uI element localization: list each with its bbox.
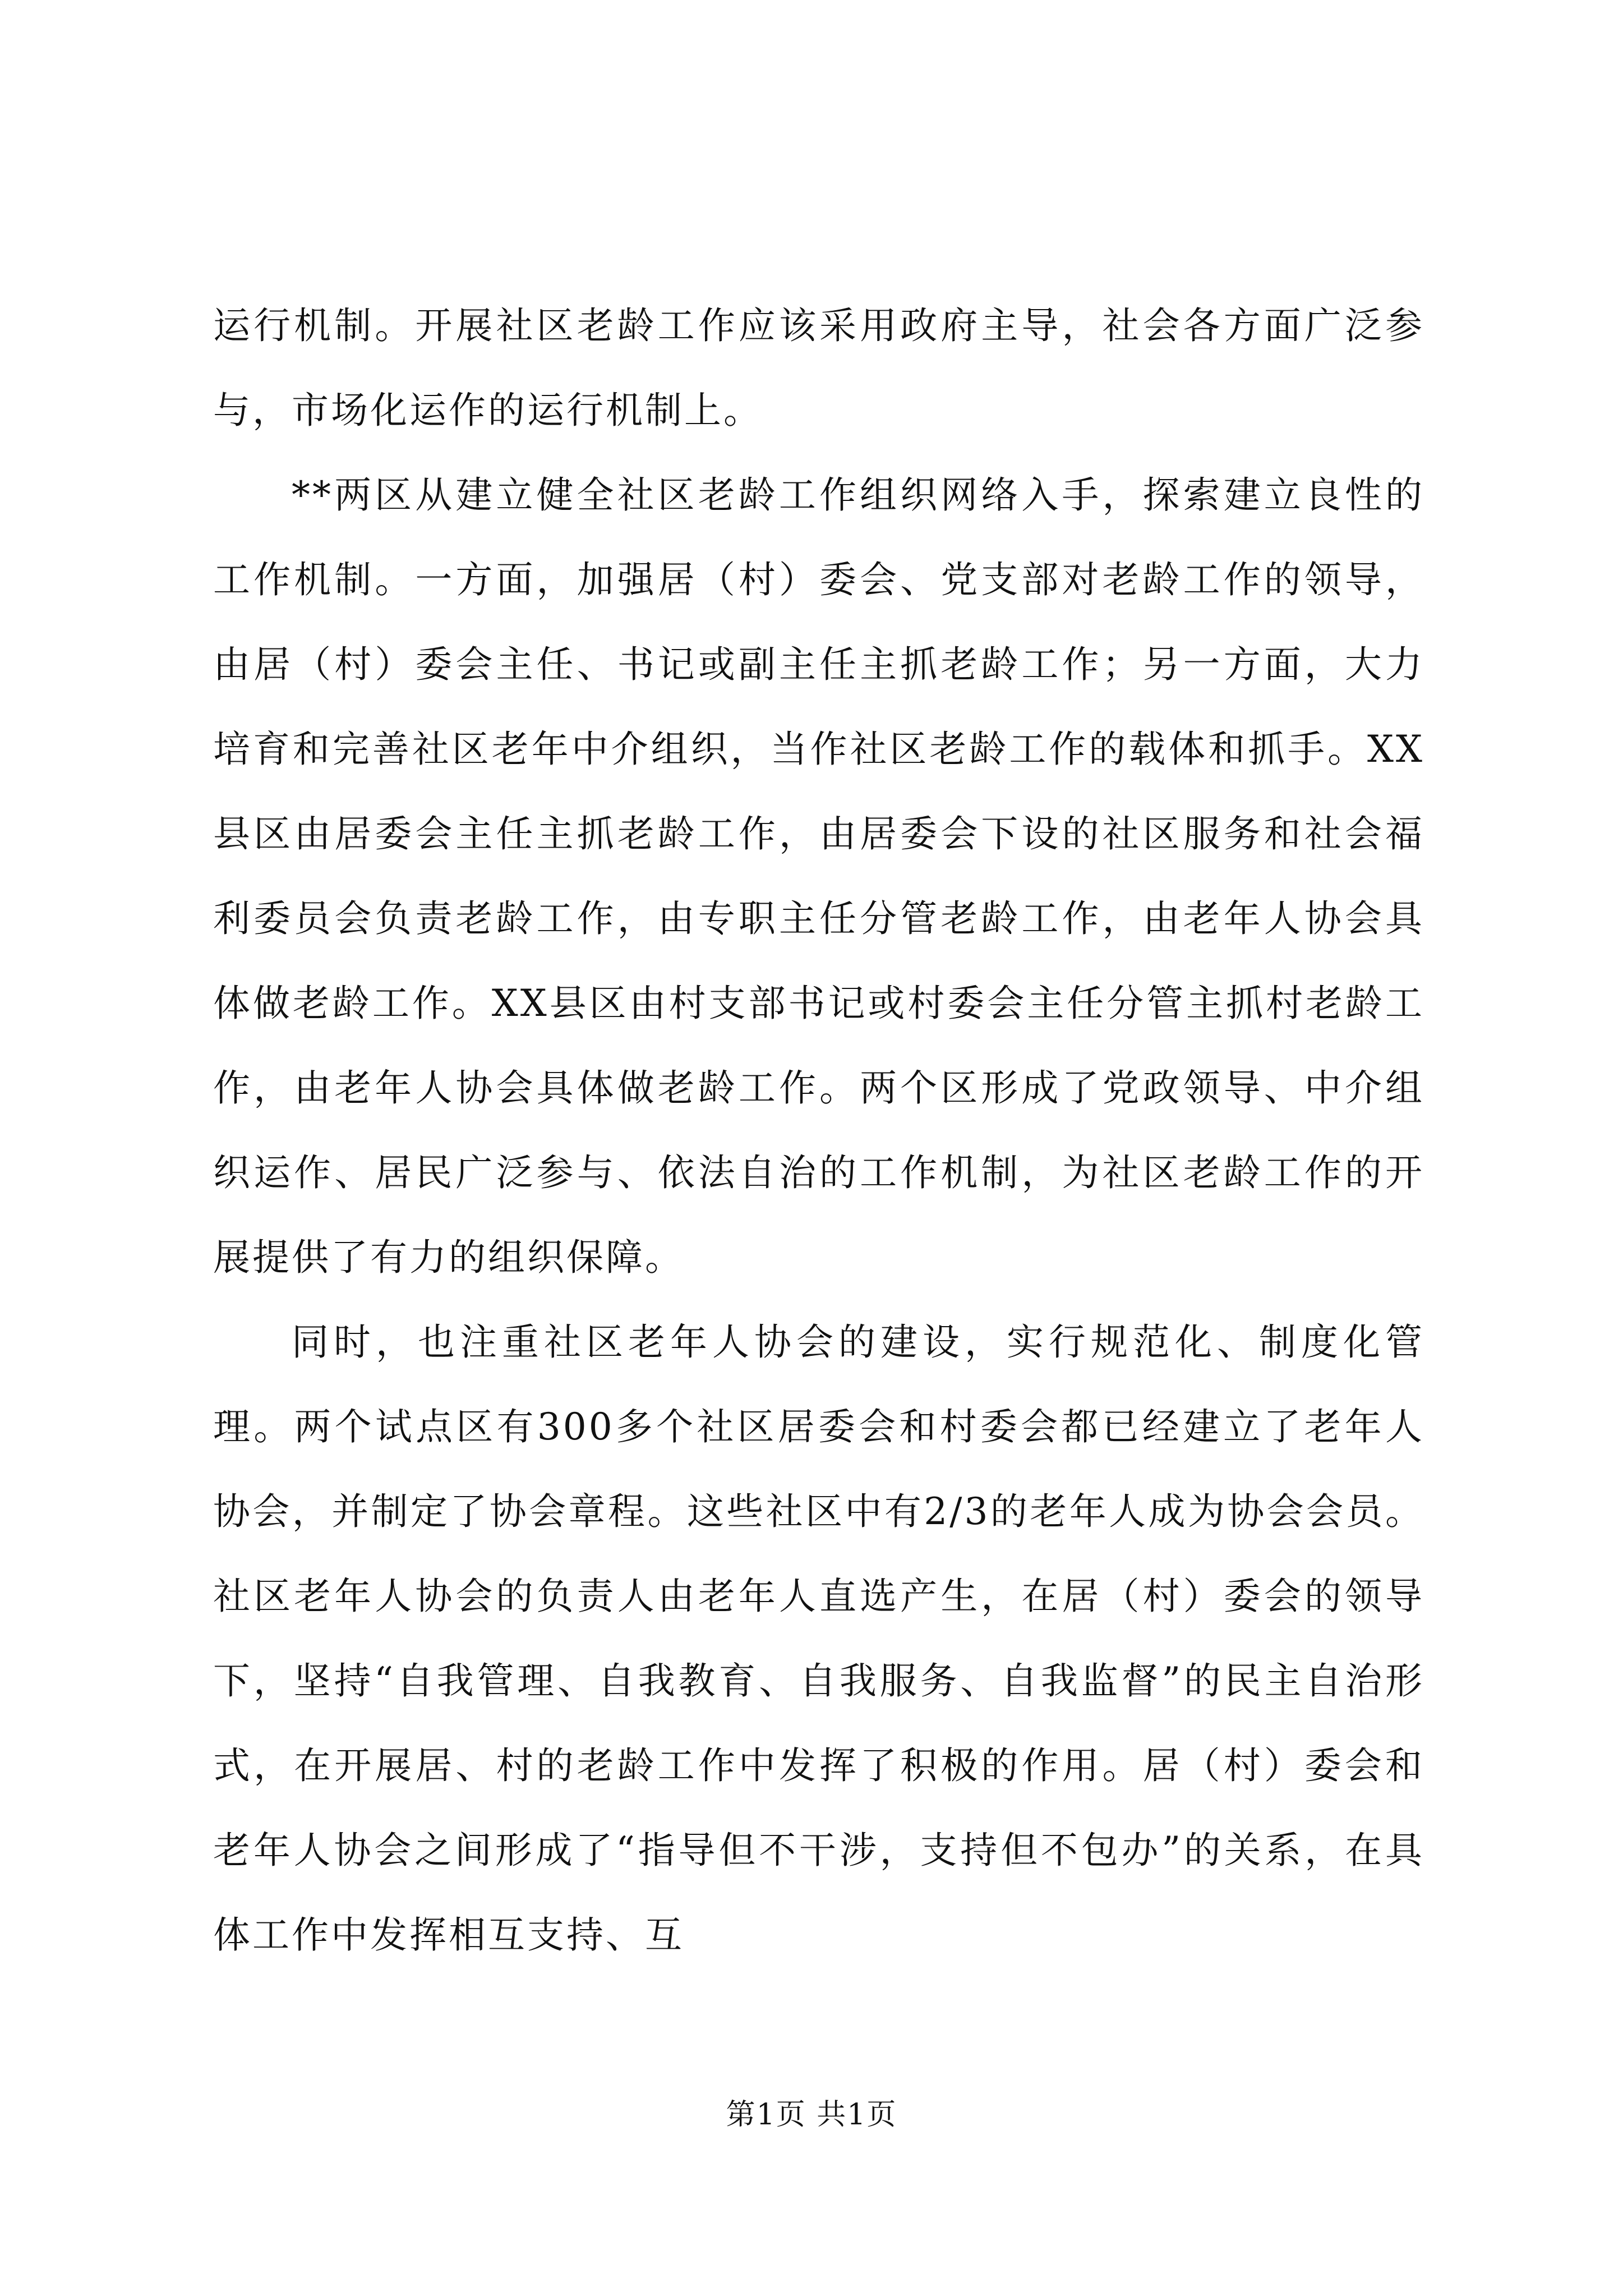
document-body xyxy=(213,283,1424,1977)
paragraph-elderly-association: 同时，也注重社区老年人协会的建设，实行规范化、制度化管理。两个试点区有300多个社区居委会和村委会都已经建立了老年人协会，并制定了协会章程。这些社区中有2/3的老年人成为协会会员。社区老年人协会的负责人由老年人直选产生，在居（村）委会的领导下，坚持“自我管理、自我教育、自我服务、自我监督”的民主自治形式，在开展居、村的老龄工作中发挥了积极的作用。居（村）委会和老年人协会之间形成了“指导但不干涉，支持但不包办”的关系，在具体工作中发挥相互支持、互 xyxy=(213,1320,1424,1957)
paragraph-work-mechanism: **两区从建立健全社区老龄工作组织网络入手，探索建立良性的工作机制。一方面，加强居（村）委会、党支部对老龄工作的领导，由居（村）委会主任、书记或副主任主抓老龄工作；另一方面，大力培育和完善社区老年中介组织，当作社区老龄工作的载体和抓手。XX县区由居委会主任主抓老龄工作，由居委会下设的社区服务和社会福利委员会负责老龄工作，由专职主任分管老龄工作，由老年人协会具体做老龄工作。XX县区由村支部书记或村委会主任分管主抓村老龄工作，由老年人协会具体做老龄工作。两个区形成了党政领导、中介组织运作、居民广泛参与、依法自治的工作机制，为社区老龄工作的开展提供了有力的组织保障。 xyxy=(213,473,1424,1279)
page-footer: 第1页 共1页 xyxy=(726,2098,897,2132)
paragraph-continued: 运行机制。开展社区老龄工作应该采用政府主导，社会各方面广泛参与，市场化运作的运行机制上。 xyxy=(213,304,1424,432)
